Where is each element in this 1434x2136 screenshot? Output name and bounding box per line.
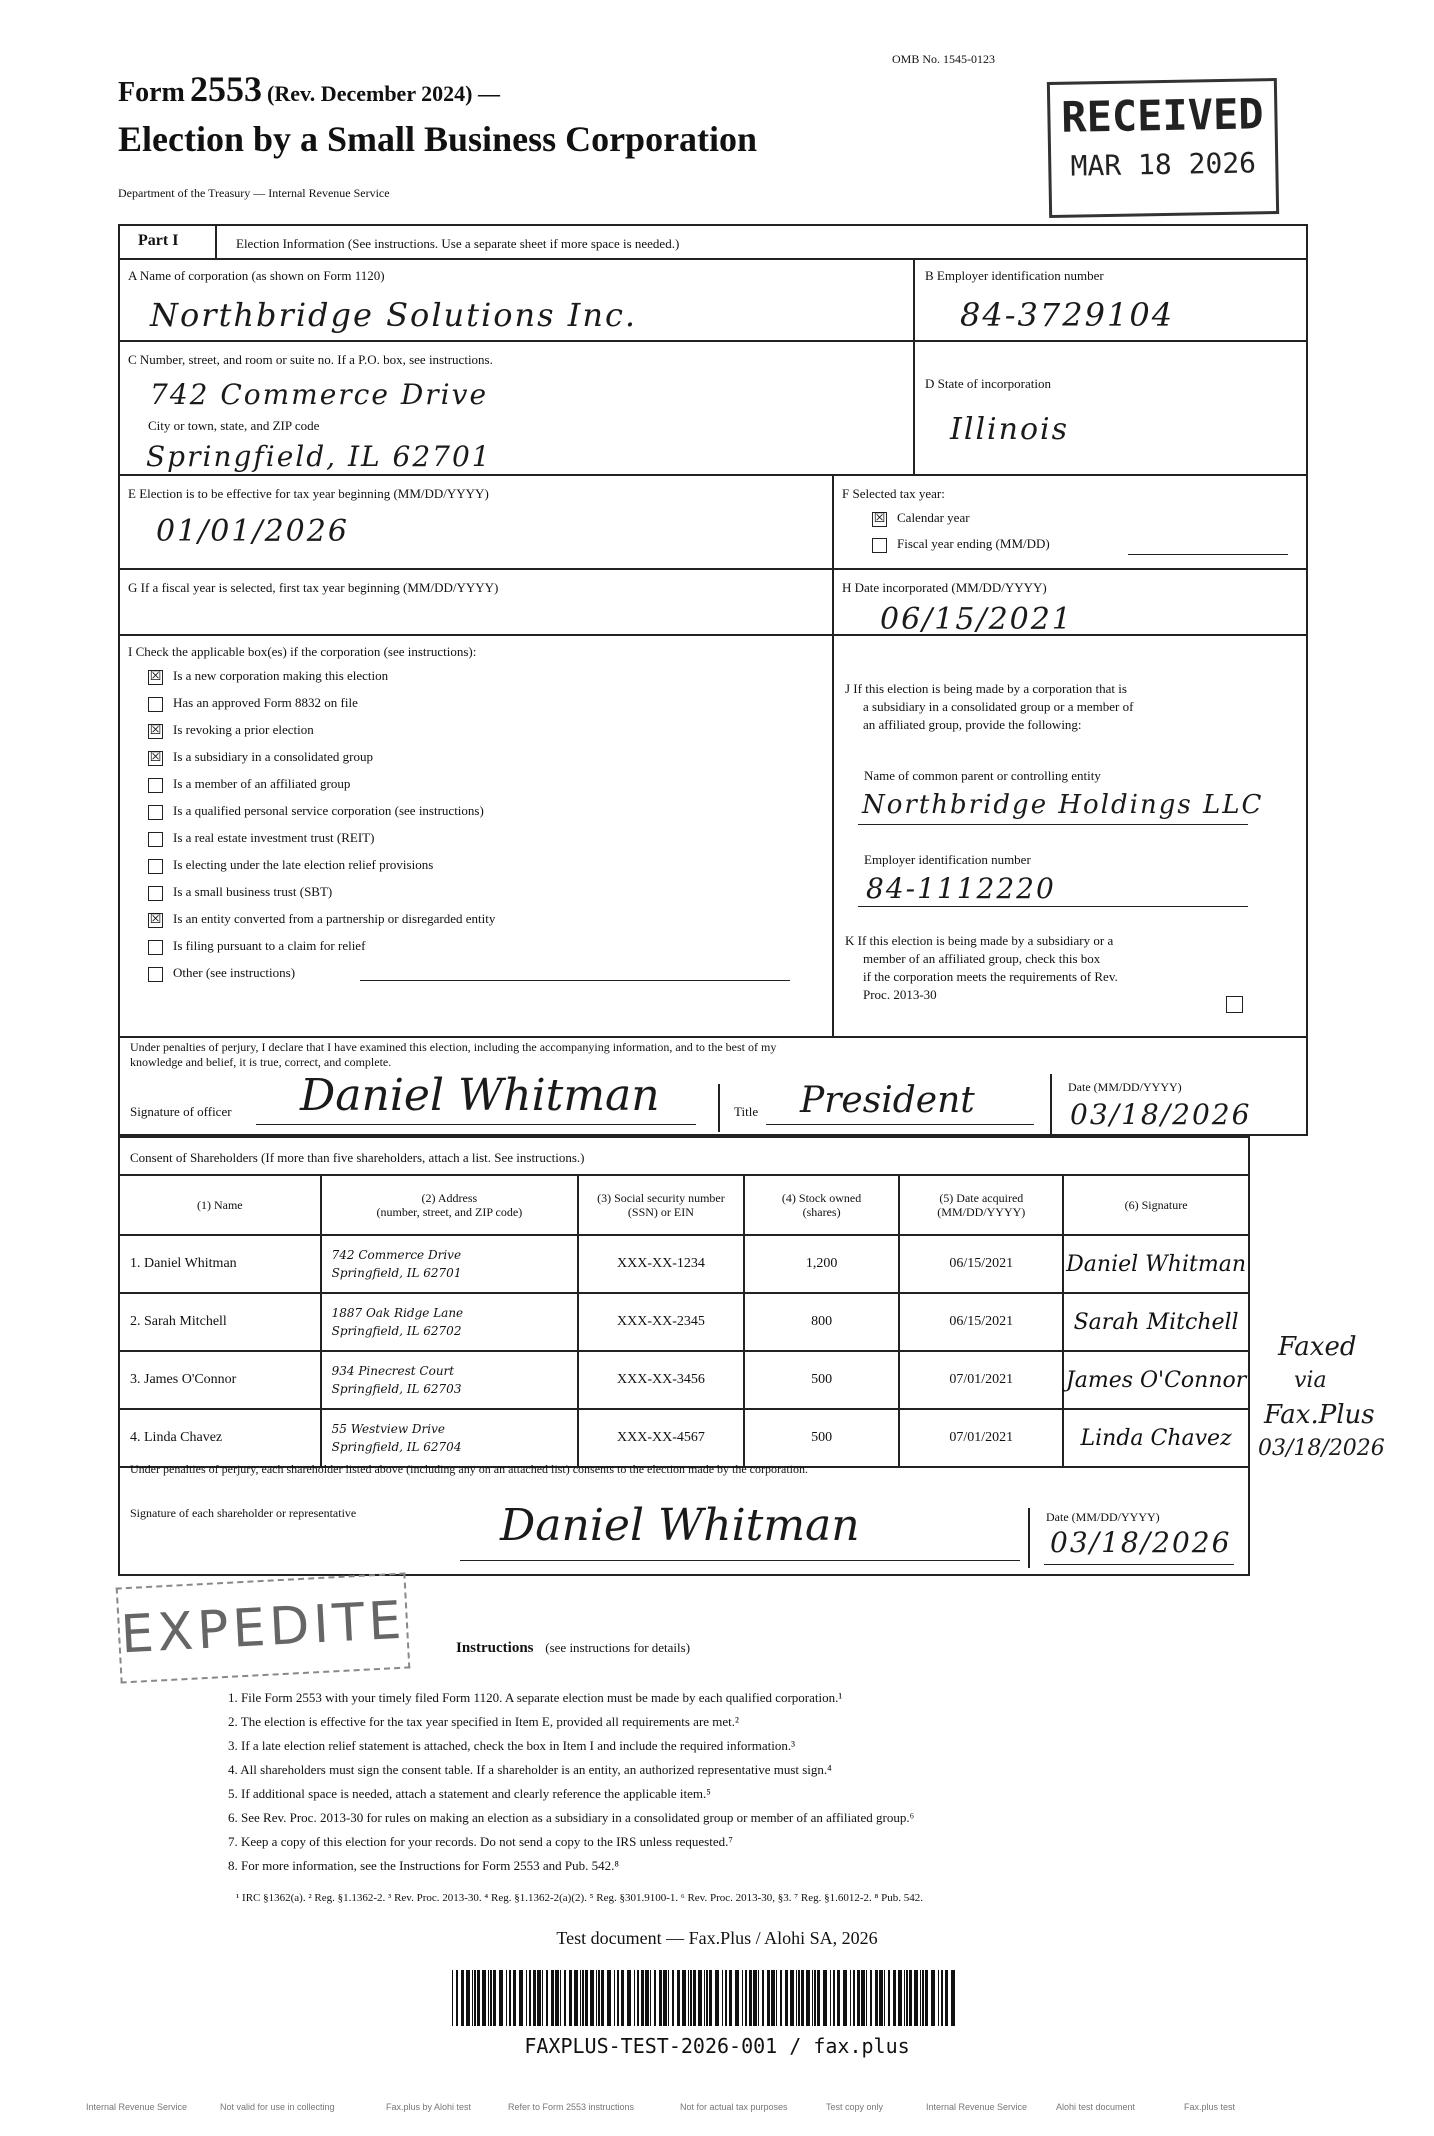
j-parent-value[interactable]: Northbridge Holdings LLC [862, 790, 1264, 820]
perjury-line: Under penalties of perjury, I declare that I have examined this election, including the accompanying information, and to the best of my [130, 1040, 777, 1054]
i-item-label: Is a real estate investment trust (REIT) [173, 830, 375, 845]
street-address[interactable]: 742 Commerce Drive [150, 378, 489, 411]
field-g-label: G If a fiscal year is selected, first tax year beginning (MM/DD/YYYY) [128, 580, 499, 595]
table-row [119, 1351, 1249, 1409]
test-document-line: Test document — Fax.Plus / Alohi SA, 2026 [556, 1928, 878, 1948]
barcode-bar [735, 1970, 739, 2026]
footer-strip-item: Internal Revenue Service [86, 2102, 188, 2112]
i-item[interactable] [148, 803, 484, 820]
barcode-bar [466, 1970, 470, 2026]
barcode-bar [590, 1970, 594, 2026]
footer-strip-item: Test copy only [826, 2102, 884, 2112]
i-item[interactable] [148, 668, 388, 685]
i-item-label: Is a small business trust (SBT) [173, 884, 333, 899]
barcode-bar [698, 1970, 702, 2026]
barcode-bar [749, 1970, 752, 2026]
barcode-bar [472, 1970, 473, 2026]
barcode [452, 1970, 960, 2026]
footer-strip-item: Not valid for use in collecting [220, 2102, 335, 2112]
barcode-bar [659, 1970, 662, 2026]
fiscal-year-checkbox[interactable] [872, 538, 887, 553]
barcode-bar [580, 1970, 581, 2026]
footer-strip-item: Refer to Form 2553 instructions [508, 2102, 635, 2112]
barcode-bar [452, 1970, 453, 2026]
barcode-bar [922, 1970, 924, 2026]
col-ssn: (3) Social security number (SSN) or EIN [578, 1175, 744, 1235]
received-stamp-label: RECEIVED [1060, 89, 1264, 142]
i-checkbox[interactable] [148, 940, 163, 955]
i-item-label: Is a subsidiary in a consolidated group [173, 749, 374, 764]
barcode-bar [837, 1970, 840, 2026]
date-incorporated[interactable]: 06/15/2021 [880, 602, 1073, 637]
shareholder-name: 1. Daniel Whitman [119, 1235, 321, 1293]
barcode-bar [798, 1970, 800, 2026]
i-item-label: Is filing pursuant to a claim for relief [173, 938, 366, 953]
perjury-line: knowledge and belief, it is true, correct, and complete. [130, 1055, 392, 1069]
barcode-bar [785, 1970, 788, 2026]
shareholder-date[interactable]: 07/01/2021 [899, 1351, 1063, 1409]
i-item-label: Is a new corporation making this election [173, 668, 389, 683]
i-checkbox[interactable] [148, 778, 163, 793]
barcode-bar [931, 1970, 935, 2026]
barcode-bar [879, 1970, 883, 2026]
barcode-bar [909, 1970, 912, 2026]
received-stamp [1047, 78, 1279, 218]
barcode-bar [474, 1970, 476, 2026]
officer-date-label: Date (MM/DD/YYYY) [1068, 1080, 1182, 1094]
i-checkbox[interactable]: ☒ [149, 749, 162, 765]
barcode-bar [870, 1970, 872, 2026]
barcode-bar [490, 1970, 492, 2026]
part1-label: Part I [138, 232, 179, 249]
i-item[interactable] [148, 722, 314, 739]
table-header [119, 1175, 1249, 1235]
i-checkbox[interactable]: ☒ [149, 722, 162, 738]
i-checkbox[interactable] [148, 886, 163, 901]
barcode-bar [569, 1970, 572, 2026]
j-line: an affiliated group, provide the following: [863, 717, 1082, 732]
field-f-label: F Selected tax year: [842, 486, 945, 501]
barcode-bar [814, 1970, 816, 2026]
barcode-bar [767, 1970, 770, 2026]
note-line: Fax.Plus [1264, 1400, 1375, 1430]
k-line: Proc. 2013-30 [863, 987, 937, 1002]
barcode-bar [762, 1970, 764, 2026]
k-line: if the corporation meets the requirements of Rev. [863, 969, 1118, 984]
shareholder-address[interactable]: 1887 Oak Ridge Lane Springfield, IL 62702 [321, 1293, 579, 1351]
i-item-label: Is a member of an affiliated group [173, 776, 351, 791]
fiscal-year-line[interactable] [1128, 554, 1288, 555]
shareholder-signature[interactable]: Sarah Mitchell [1063, 1293, 1249, 1351]
barcode-bar [888, 1970, 890, 2026]
shareholder-address[interactable]: 55 Westview Drive Springfield, IL 62704 [321, 1409, 579, 1467]
i-checkbox[interactable] [148, 697, 163, 712]
state-of-incorporation[interactable]: Illinois [950, 412, 1070, 447]
barcode-bar [758, 1970, 759, 2026]
shareholder-signature[interactable]: Linda Chavez [1063, 1409, 1249, 1467]
footer-strip-item: Fax.plus by Alohi test [386, 2102, 472, 2112]
barcode-bar [833, 1970, 835, 2026]
barcode-bar [519, 1970, 523, 2026]
i-item-label: Is an entity converted from a partnership or disregarded entity [173, 911, 496, 926]
barcode-bar [650, 1970, 651, 2026]
barcode-bar [513, 1970, 516, 2026]
j-line: J If this election is being made by a corporation that is [845, 681, 1127, 696]
shareholder-table [118, 1174, 1250, 1468]
footer-strip-item: Alohi test document [1056, 2102, 1136, 2112]
i-checkbox[interactable]: ☒ [149, 911, 162, 927]
col-signature: (6) Signature [1063, 1175, 1249, 1235]
instruction-item: 6. See Rev. Proc. 2013-30 for rules on making an election as a subsidiary in a consolidated group or member of an affiliated group.⁶ [228, 1810, 915, 1825]
barcode-bar [560, 1970, 561, 2026]
j-ein-label: Employer identification number [864, 852, 1031, 867]
barcode-bar [742, 1970, 743, 2026]
barcode-bar [925, 1970, 928, 2026]
footer-strip-item: Fax.plus test [1184, 2102, 1236, 2112]
shareholder-ssn[interactable]: XXX-XX-3456 [578, 1351, 744, 1409]
shareholder-date[interactable]: 07/01/2021 [899, 1409, 1063, 1467]
barcode-bar [806, 1970, 810, 2026]
barcode-bar [506, 1970, 507, 2026]
barcode-bar [830, 1970, 831, 2026]
barcode-bar [663, 1970, 667, 2026]
barcode-bar [893, 1970, 896, 2026]
barcode-bar [906, 1970, 908, 2026]
shareholder-signature[interactable]: Daniel Whitman [1063, 1235, 1249, 1293]
shareholder-name: 3. James O'Connor [119, 1351, 321, 1409]
barcode-bar [617, 1970, 619, 2026]
barcode-bar [796, 1970, 797, 2026]
barcode-bar [898, 1970, 902, 2026]
barcode-bar [645, 1970, 649, 2026]
barcode-bar [482, 1970, 486, 2026]
department: Department of the Treasury — Internal Revenue Service [118, 186, 390, 200]
field-d-label: D State of incorporation [925, 376, 1051, 391]
barcode-bar [601, 1970, 604, 2026]
i-item[interactable] [148, 938, 365, 955]
table-row [119, 1293, 1249, 1351]
barcode-bar [857, 1970, 860, 2026]
barcode-bar [725, 1970, 727, 2026]
barcode-bar [598, 1970, 600, 2026]
barcode-bar [920, 1970, 921, 2026]
field-e-label: E Election is to be effective for tax year beginning (MM/DD/YYYY) [128, 486, 489, 501]
barcode-bar [499, 1970, 503, 2026]
table-row [119, 1409, 1249, 1467]
barcode-bar [801, 1970, 804, 2026]
barcode-bar [555, 1970, 559, 2026]
barcode-bar [817, 1970, 820, 2026]
barcode-bar [582, 1970, 584, 2026]
barcode-bar [780, 1970, 782, 2026]
note-line: via [1294, 1368, 1327, 1393]
field-h-label: H Date incorporated (MM/DD/YYYY) [842, 580, 1047, 595]
i-item[interactable] [148, 776, 350, 793]
col-stock: (4) Stock owned (shares) [744, 1175, 900, 1235]
barcode-bar [914, 1970, 918, 2026]
barcode-bar [641, 1970, 644, 2026]
barcode-bar [672, 1970, 674, 2026]
barcode-bar [574, 1970, 578, 2026]
form-label: Form [118, 77, 185, 108]
instructions-title: Instructions [456, 1640, 534, 1656]
barcode-bar [533, 1970, 536, 2026]
city-state-zip[interactable]: Springfield, IL 62701 [146, 440, 492, 473]
barcode-bar [753, 1970, 757, 2026]
barcode-bar [790, 1970, 794, 2026]
shareholder-shares[interactable]: 500 [744, 1351, 900, 1409]
barcode-bar [938, 1970, 939, 2026]
expedite-stamp-label: EXPEDITE [119, 1590, 407, 1666]
barcode-bar [614, 1970, 615, 2026]
i-item-label: Is revoking a prior election [173, 722, 314, 737]
calendar-year-checkbox[interactable]: ☒ [873, 510, 886, 526]
consent-title: Consent of Shareholders (If more than five shareholders, attach a list. See instructions.) [130, 1150, 585, 1165]
barcode-bar [904, 1970, 905, 2026]
barcode-bar [693, 1970, 696, 2026]
fiscal-year-label: Fiscal year ending (MM/DD) [897, 536, 1050, 551]
barcode-bar [509, 1970, 511, 2026]
omb-number: OMB No. 1545-0123 [892, 52, 996, 66]
j-text [845, 680, 1133, 734]
i-item[interactable] [148, 965, 295, 982]
barcode-bar [861, 1970, 865, 2026]
corporation-name[interactable]: Northbridge Solutions Inc. [150, 296, 638, 334]
f-fiscal-row[interactable] [872, 536, 1050, 553]
ein-value[interactable]: 84-3729104 [960, 296, 1175, 334]
instruction-item: 7. Keep a copy of this election for your records. Do not send a copy to the IRS unless requested.⁷ [228, 1834, 733, 1849]
col-date: (5) Date acquired (MM/DD/YYYY) [899, 1175, 1063, 1235]
shareholder-ssn[interactable]: XXX-XX-2345 [578, 1293, 744, 1351]
shareholder-shares[interactable]: 1,200 [744, 1235, 900, 1293]
field-c-label: C Number, street, and room or suite no. If a P.O. box, see instructions. [128, 352, 493, 367]
barcode-bar [823, 1970, 827, 2026]
shareholder-name: 4. Linda Chavez [119, 1409, 321, 1467]
i-checkbox[interactable] [148, 805, 163, 820]
field-b-label: B Employer identification number [925, 268, 1104, 283]
officer-signature[interactable]: Daniel Whitman [300, 1070, 660, 1121]
instruction-item: 4. All shareholders must sign the consent table. If a shareholder is an entity, an authorized representative must sign.⁴ [228, 1762, 832, 1777]
barcode-bar [951, 1970, 955, 2026]
barcode-bar [677, 1970, 680, 2026]
officer-perjury [130, 1040, 776, 1070]
i-item-label: Is a qualified personal service corporation (see instructions) [173, 803, 484, 818]
barcode-bar [526, 1970, 527, 2026]
barcode-bar [709, 1970, 712, 2026]
barcode-bar [668, 1970, 669, 2026]
note-line: Faxed [1278, 1332, 1357, 1362]
f-calendar-row[interactable] [872, 510, 970, 527]
officer-signature-label: Signature of officer [130, 1104, 232, 1119]
barcode-bar [607, 1970, 611, 2026]
barcode-bar [853, 1970, 855, 2026]
barcode-bar [488, 1970, 489, 2026]
barcode-bar [884, 1970, 885, 2026]
col-address: (2) Address (number, street, and ZIP code) [321, 1175, 579, 1235]
barcode-bar [493, 1970, 496, 2026]
field-a-label: A Name of corporation (as shown on Form 1120) [128, 268, 385, 283]
barcode-bar [529, 1970, 531, 2026]
shareholder-address[interactable]: 742 Commerce Drive Springfield, IL 62701 [321, 1235, 579, 1293]
barcode-bar [812, 1970, 813, 2026]
consent-perjury: Under penalties of perjury, each shareholder listed above (including any on an attached list) consents to the election made by the corporation. [130, 1462, 808, 1476]
barcode-bar [729, 1970, 732, 2026]
barcode-bar [637, 1970, 639, 2026]
expedite-stamp [116, 1572, 411, 1683]
consent-date[interactable]: 03/18/2026 [1050, 1526, 1232, 1559]
form-number: 2553 [189, 69, 262, 109]
barcode-bar [551, 1970, 554, 2026]
barcode-bar [682, 1970, 686, 2026]
form-number-line [118, 68, 500, 110]
instructions-heading [456, 1640, 690, 1657]
i-item[interactable] [148, 749, 373, 766]
k-line: K If this election is being made by a subsidiary or a [845, 933, 1114, 948]
barcode-bar [776, 1970, 777, 2026]
form-title: Election by a Small Business Corporation [118, 119, 758, 159]
part1-title: Election Information (See instructions. Use a separate sheet if more space is needed.) [236, 236, 680, 251]
officer-title[interactable]: President [800, 1080, 975, 1121]
k-text [845, 932, 1118, 1004]
calendar-year-label: Calendar year [897, 510, 970, 525]
barcode-bar [843, 1970, 847, 2026]
footer-strip-item: Internal Revenue Service [926, 2102, 1028, 2112]
received-stamp-date: MAR 18 2026 [1070, 146, 1257, 183]
i-checkbox[interactable] [148, 832, 163, 847]
barcode-bar [715, 1970, 719, 2026]
shareholder-ssn[interactable]: XXX-XX-1234 [578, 1235, 744, 1293]
j-parent-label: Name of common parent or controlling entity [864, 768, 1101, 783]
i-item-label: Is electing under the late election relief provisions [173, 857, 434, 872]
shareholder-date[interactable]: 06/15/2021 [899, 1235, 1063, 1293]
barcode-bar [745, 1970, 747, 2026]
consent-date-label: Date (MM/DD/YYYY) [1046, 1510, 1160, 1524]
barcode-bar [456, 1970, 458, 2026]
i-checkbox[interactable] [148, 967, 163, 982]
footnotes: ¹ IRC §1362(a). ² Reg. §1.1362-2. ³ Rev. Proc. 2013-30. ⁴ Reg. §1.1362-2(a)(2). ⁵ Reg. §301.9100-1. ⁶ Rev. Proc. 2013-30, §3. ⁷ Reg. §1.6012-2. ⁸ Pub. 542. [236, 1892, 923, 1904]
barcode-bar [564, 1970, 566, 2026]
shareholder-address[interactable]: 934 Pinecrest Court Springfield, IL 62703 [321, 1351, 579, 1409]
instruction-item: 3. If a late election relief statement is attached, check the box in Item I and include the required information.³ [228, 1738, 796, 1753]
barcode-bar [945, 1970, 948, 2026]
barcode-bar [585, 1970, 588, 2026]
effective-date[interactable]: 01/01/2026 [156, 514, 349, 549]
barcode-bar [537, 1970, 541, 2026]
barcode-bar [596, 1970, 597, 2026]
k-checkbox[interactable] [1226, 996, 1243, 1013]
shareholder-ssn[interactable]: XXX-XX-4567 [578, 1409, 744, 1467]
barcode-bar [477, 1970, 480, 2026]
barcode-text: FAXPLUS-TEST-2026-001 / fax.plus [524, 2034, 910, 2058]
barcode-bar [542, 1970, 543, 2026]
shareholder-signature[interactable]: James O'Connor [1063, 1351, 1249, 1409]
i-item[interactable] [148, 911, 495, 928]
barcode-bar [866, 1970, 867, 2026]
barcode-bar [621, 1970, 624, 2026]
barcode-bar [850, 1970, 851, 2026]
officer-date[interactable]: 03/18/2026 [1070, 1098, 1252, 1131]
i-item-label: Other (see instructions) [173, 965, 296, 980]
shareholder-date[interactable]: 06/15/2021 [899, 1293, 1063, 1351]
note-line: 03/18/2026 [1258, 1436, 1385, 1461]
barcode-bar [634, 1970, 635, 2026]
instruction-item: 5. If additional space is needed, attach a statement and clearly reference the applicable item.⁵ [228, 1786, 711, 1801]
form-revision: (Rev. December 2024) — [267, 81, 501, 106]
i-item[interactable] [148, 830, 374, 847]
barcode-bar [722, 1970, 723, 2026]
barcode-bar [461, 1970, 464, 2026]
barcode-bar [706, 1970, 708, 2026]
consent-signature[interactable]: Daniel Whitman [500, 1500, 860, 1551]
instruction-item: 8. For more information, see the Instructions for Form 2553 and Pub. 542.⁸ [228, 1858, 619, 1873]
table-row [119, 1235, 1249, 1293]
k-line: member of an affiliated group, check this box [863, 951, 1101, 966]
i-item[interactable] [148, 884, 332, 901]
consent-signature-label: Signature of each shareholder or representative [130, 1506, 357, 1520]
barcode-bar [875, 1970, 878, 2026]
i-checkbox[interactable]: ☒ [149, 668, 162, 684]
barcode-bar [704, 1970, 705, 2026]
field-i-label: I Check the applicable box(es) if the corporation (see instructions): [128, 644, 477, 659]
barcode-bar [654, 1970, 656, 2026]
i-item-label: Has an approved Form 8832 on file [173, 695, 358, 710]
i-item[interactable] [148, 695, 358, 712]
j-ein-value[interactable]: 84-1112220 [866, 872, 1056, 905]
i-item[interactable] [148, 857, 433, 874]
barcode-bar [771, 1970, 775, 2026]
instruction-item: 2. The election is effective for the tax year specified in Item E, provided all requirements are met.² [228, 1714, 739, 1729]
barcode-bar [546, 1970, 548, 2026]
other-line[interactable] [360, 980, 790, 981]
shareholder-shares[interactable]: 500 [744, 1409, 900, 1467]
instruction-item: 1. File Form 2553 with your timely filed Form 1120. A separate election must be made by each qualified corporation.¹ [228, 1690, 843, 1705]
footer-strip-item: Not for actual tax purposes [680, 2102, 788, 2112]
i-checkbox[interactable] [148, 859, 163, 874]
instructions-subtitle: (see instructions for details) [545, 1640, 691, 1655]
shareholder-shares[interactable]: 800 [744, 1293, 900, 1351]
shareholder-name: 2. Sarah Mitchell [119, 1293, 321, 1351]
col-name: (1) Name [119, 1175, 321, 1235]
city-label: City or town, state, and ZIP code [148, 418, 320, 433]
barcode-bar [627, 1970, 631, 2026]
barcode-bar [690, 1970, 692, 2026]
barcode-bar [688, 1970, 689, 2026]
barcode-bar [941, 1970, 943, 2026]
title-label: Title [734, 1104, 759, 1119]
j-line: a subsidiary in a consolidated group or a member of [863, 699, 1134, 714]
fax-margin-note [1258, 1330, 1385, 1466]
